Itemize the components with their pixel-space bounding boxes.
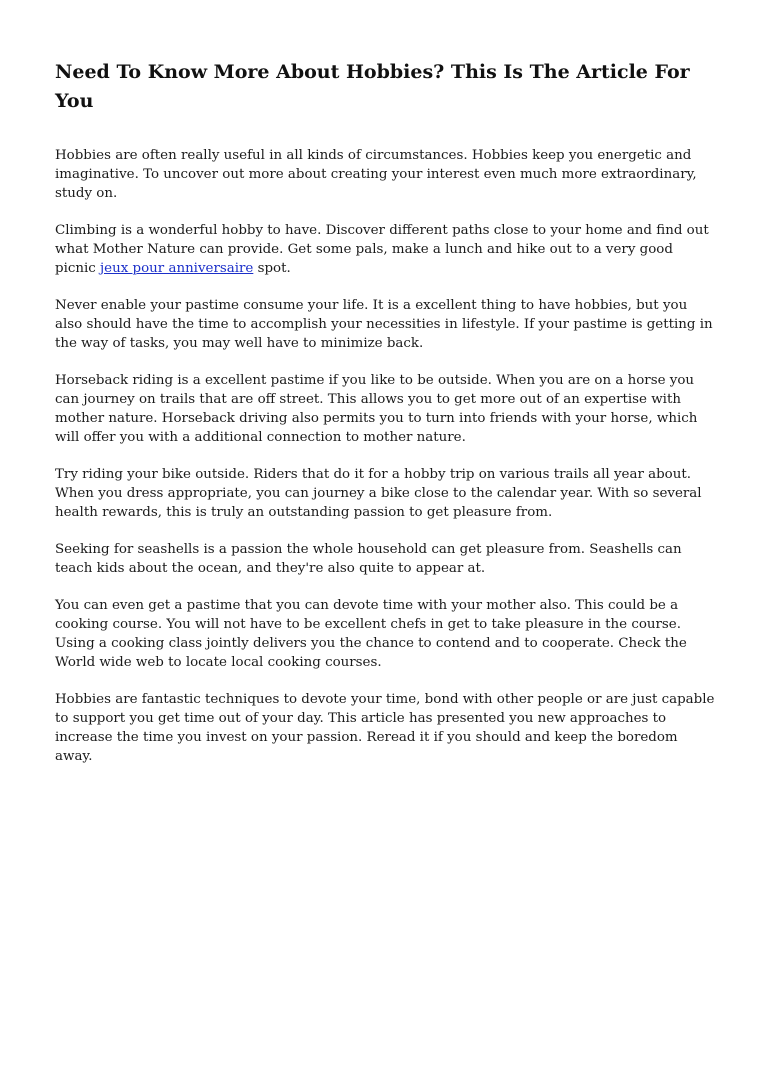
paragraph-climbing-tail: spot.	[253, 261, 291, 276]
paragraph-cooking: You can even get a pastime that you can devote time with your mother also. This could be a cooking course. You will not have to be excellent chefs in get to take pleasure in the course. Using a cooking class jointly delivers you the chance to contend and to cooperate. Check the World wide web to locate local cooking courses.	[55, 598, 687, 670]
paragraph-climbing	[55, 221, 715, 278]
article-page	[55, 58, 715, 784]
paragraph-horseback: Horseback riding is a excellent pastime if you like to be outside. When you are on a horse you can journey on trails that are off street. This allows you to get more out of an expertise with mother nature. Horseback driving also permits you to turn into friends with your horse, which will offer you with a additional connection to mother nature.	[55, 373, 698, 445]
paragraph-pastime-balance: Never enable your pastime consume your life. It is a excellent thing to have hobbies, but you also should have the time to accomplish your necessities in lifestyle. If your pastime is getting in the way of tasks, you may well have to minimize back.	[55, 298, 713, 351]
jeux-pour-anniversaire-link[interactable]: jeux pour anniversaire	[100, 261, 254, 276]
paragraph-seashells: Seeking for seashells is a passion the whole household can get pleasure from. Seashells can teach kids about the ocean, and they're also quite to appear at.	[55, 542, 682, 576]
paragraph-bike: Try riding your bike outside. Riders that do it for a hobby trip on various trails all year about. When you dress appropriate, you can journey a bike close to the calendar year. With so several health rewards, this is truly an outstanding passion to get pleasure from.	[55, 467, 702, 520]
article-title: Need To Know More About Hobbies? This Is The Article For You	[55, 61, 690, 112]
paragraph-intro: Hobbies are often really useful in all kinds of circumstances. Hobbies keep you energetic and imaginative. To uncover out more about creating your interest even much more extraordinary, study on.	[55, 148, 697, 201]
paragraph-conclusion: Hobbies are fantastic techniques to devote your time, bond with other people or are just capable to support you get time out of your day. This article has presented you new approaches to increase the time you invest on your passion. Reread it if you should and keep the boredom away.	[55, 692, 715, 764]
paragraph-climbing-text: Climbing is a wonderful hobby to have. Discover different paths close to your home and find out what Mother Nature can provide. Get some pals, make a lunch and hike out to a very good picnic	[55, 223, 709, 276]
